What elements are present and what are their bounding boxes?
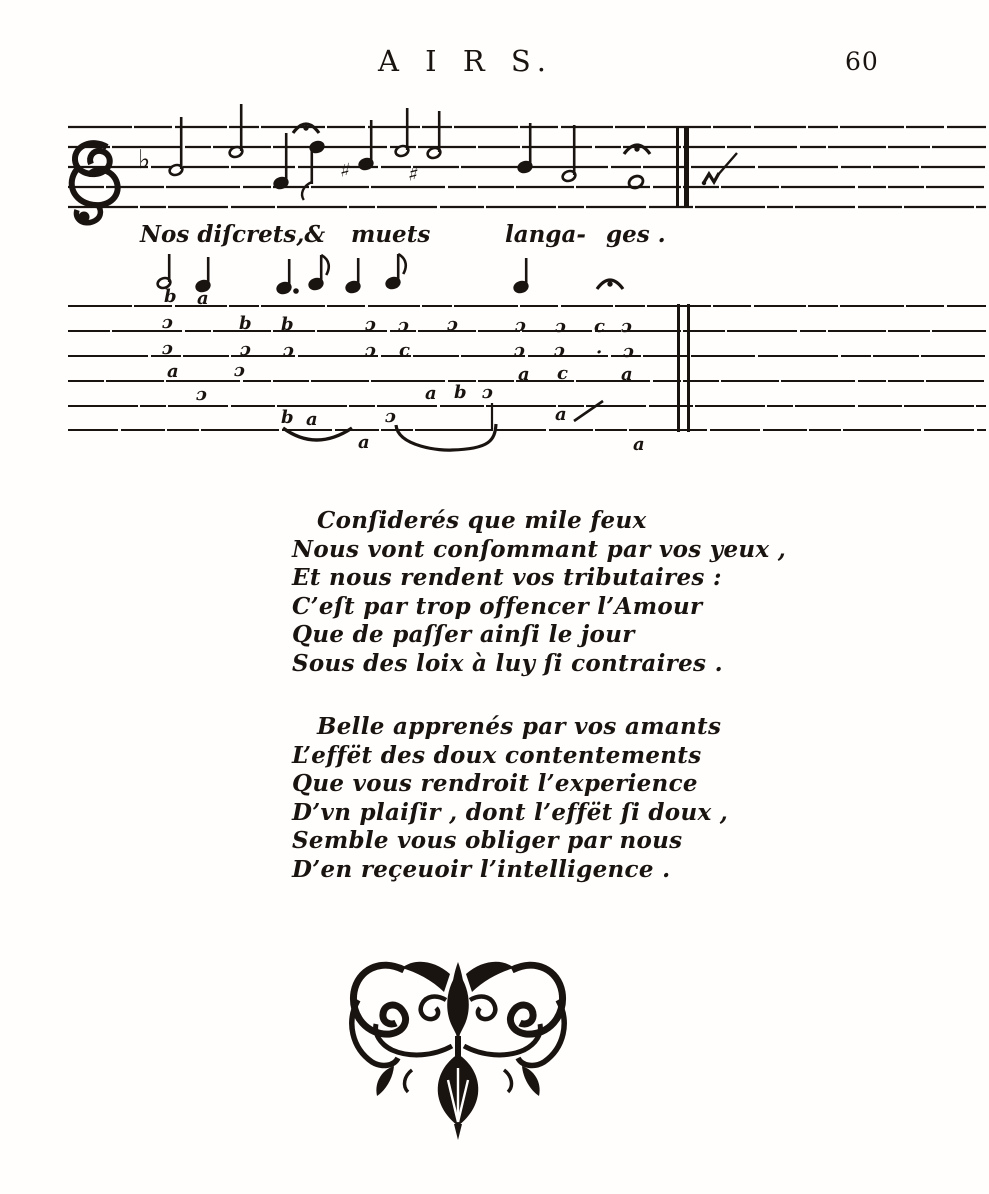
tablature-letter: ɔ xyxy=(515,315,526,336)
tablature-letter: ɔ xyxy=(365,340,376,361)
tablature-letter: a xyxy=(358,432,370,453)
rhythm-row xyxy=(156,254,623,295)
tablature-letter: c xyxy=(399,340,410,361)
tablature-letter: ɔ xyxy=(514,340,525,361)
tablature-letter: c xyxy=(594,316,605,337)
tablature-letter: ɔ xyxy=(196,384,207,405)
lyric-syllable: langa- xyxy=(505,221,586,248)
lyric-syllable: Nos diſcrets,& xyxy=(140,221,326,248)
tablature-letter: · xyxy=(596,342,603,363)
svg-text:♯: ♯ xyxy=(338,157,353,183)
poem-line: C’eſt par trop offencer l’Amour xyxy=(292,592,703,620)
tablature-letter: ɔ xyxy=(554,340,565,361)
tablature-letter: b xyxy=(454,382,467,403)
svg-text:♯: ♯ xyxy=(406,161,421,187)
poem-line: Conſiderés que mile feux xyxy=(317,507,647,534)
poem-stanza-1 xyxy=(292,507,786,679)
svg-text:♭: ♭ xyxy=(138,145,151,175)
tablature-letter: ɔ xyxy=(283,340,294,361)
poem-line: Et nous rendent vos tributaires : xyxy=(292,564,722,592)
lyric-syllable: muets xyxy=(351,221,431,248)
tablature-letter: ɔ xyxy=(447,314,458,335)
tablature-letter: ɔ xyxy=(240,339,251,360)
tablature-letter: ɔ xyxy=(623,341,634,362)
tablature-letter: a xyxy=(425,383,437,404)
poem-line: D’en reçeuoir l’intelligence . xyxy=(292,855,671,883)
page-title: A I R S. xyxy=(378,44,553,78)
tablature-letter: ɔ xyxy=(482,382,493,403)
poem-line: Belle apprenés par vos amants xyxy=(317,713,722,740)
tablature-letter: b xyxy=(281,407,294,428)
lyric-syllable: ges . xyxy=(606,221,666,248)
poem-line: Que de paſſer ainſi le jour xyxy=(292,621,635,649)
poem-line: Que vous rendroit l’experience xyxy=(292,770,698,798)
tablature-letter: ɔ xyxy=(365,314,376,335)
tablature-letter: ɔ xyxy=(234,360,245,381)
poem-line: L’effët des doux contentements xyxy=(292,741,702,769)
g-clef xyxy=(72,143,118,223)
poem-line: Semble vous obliger par nous xyxy=(292,827,683,855)
tablature-letter: ɔ xyxy=(555,316,566,337)
tablature-letter: c xyxy=(557,363,568,384)
fleuron-ornament xyxy=(352,962,564,1140)
tablature-letter: a xyxy=(633,434,645,455)
tablature-letter: ɔ xyxy=(162,312,173,333)
tablature-letter: b xyxy=(281,314,294,335)
tablature-letter: ɔ xyxy=(162,338,173,359)
tablature-letter: a xyxy=(167,361,179,382)
poem-line: Nous vont conſommant par vos yeux , xyxy=(292,535,787,563)
tablature-letter: ɔ xyxy=(398,315,409,336)
poem-line: Sous des loix à luy ſi contraires . xyxy=(292,649,723,677)
poem-line: D’vn plaiſir , dont l’effët ſi doux , xyxy=(292,798,729,826)
tablature-letter: b xyxy=(239,313,252,334)
poem-stanza-2 xyxy=(292,713,728,885)
tablature-letter: a xyxy=(621,364,633,385)
tablature-letter: ɔ xyxy=(621,316,632,337)
page-number: 60 xyxy=(845,47,879,76)
vocal-staff xyxy=(68,104,986,223)
tablature-letter: b xyxy=(164,286,177,307)
tablature-letter: a xyxy=(197,288,209,309)
tablature-letter: a xyxy=(555,404,567,425)
tablature-letter: a xyxy=(306,409,318,430)
tablature-letter: a xyxy=(518,364,530,385)
tablature-letter: ɔ xyxy=(385,406,396,427)
